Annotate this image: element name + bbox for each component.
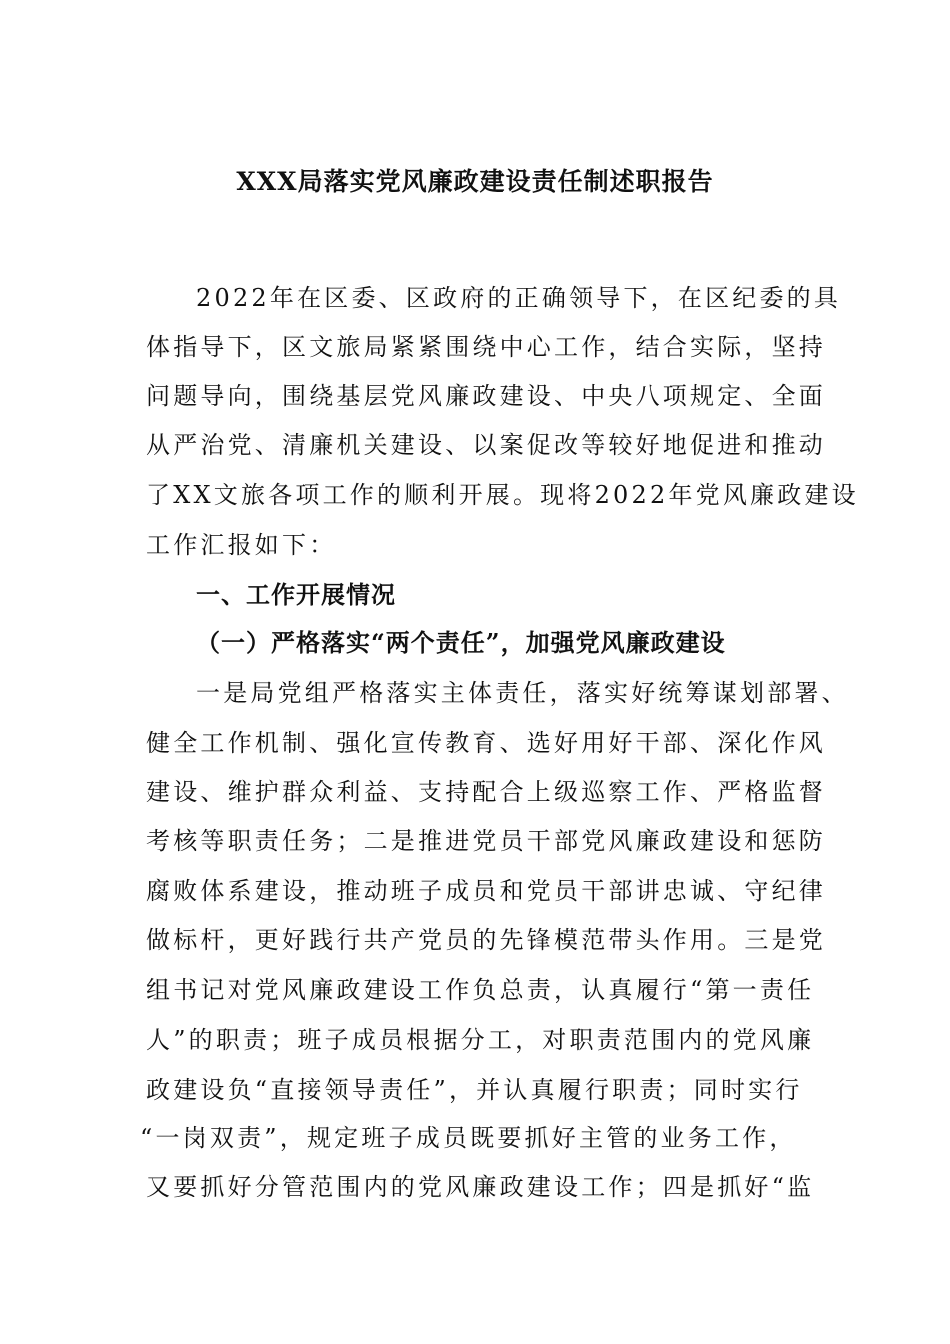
subsection-heading: （一）严格落实“两个责任”，加强党风廉政建设 xyxy=(196,628,726,657)
paragraph-line: “一岗双责”，规定班子成员既要抓好主管的业务工作， xyxy=(140,1124,797,1152)
paragraph-line: 2022年在区委、区政府的正确领导下，在区纪委的具 xyxy=(196,284,842,312)
paragraph-line: 做标杆，更好践行共产党员的先锋模范带头作用。三是党 xyxy=(146,926,826,954)
paragraph-line: 考核等职责任务；二是推进党员干部党风廉政建设和惩防 xyxy=(146,827,826,855)
paragraph-line: 一是局党组严格落实主体责任，落实好统筹谋划部署、 xyxy=(196,679,849,707)
paragraph-line: 人”的职责；班子成员根据分工，对职责范围内的党风廉 xyxy=(146,1026,815,1054)
paragraph-line: 工作汇报如下： xyxy=(146,531,337,559)
paragraph-line: 从严治党、清廉机关建设、以案促改等较好地促进和推动 xyxy=(146,431,826,459)
paragraph-line: 了XX文旅各项工作的顺利开展。现将2022年党风廉政建设 xyxy=(146,481,859,509)
paragraph-line: 健全工作机制、强化宣传教育、选好用好干部、深化作风 xyxy=(146,729,826,757)
paragraph-line: 建设、维护群众利益、支持配合上级巡察工作、严格监督 xyxy=(146,778,826,806)
paragraph-line: 政建设负“直接领导责任”，并认真履行职责；同时实行 xyxy=(146,1076,803,1104)
paragraph-line: 组书记对党风廉政建设工作负总责，认真履行“第一责任 xyxy=(146,976,815,1004)
section-heading: 一、工作开展情况 xyxy=(196,580,396,609)
paragraph-line: 体指导下，区文旅局紧紧围绕中心工作，结合实际，坚持 xyxy=(146,333,826,361)
paragraph-line: 腐败体系建设，推动班子成员和党员干部讲忠诚、守纪律 xyxy=(146,877,826,905)
paragraph-line: 又要抓好分管范围内的党风廉政建设工作；四是抓好“监 xyxy=(146,1173,815,1201)
paragraph-line: 问题导向，围绕基层党风廉政建设、中央八项规定、全面 xyxy=(146,382,826,410)
document-title: XXX局落实党风廉政建设责任制述职报告 xyxy=(236,167,714,196)
